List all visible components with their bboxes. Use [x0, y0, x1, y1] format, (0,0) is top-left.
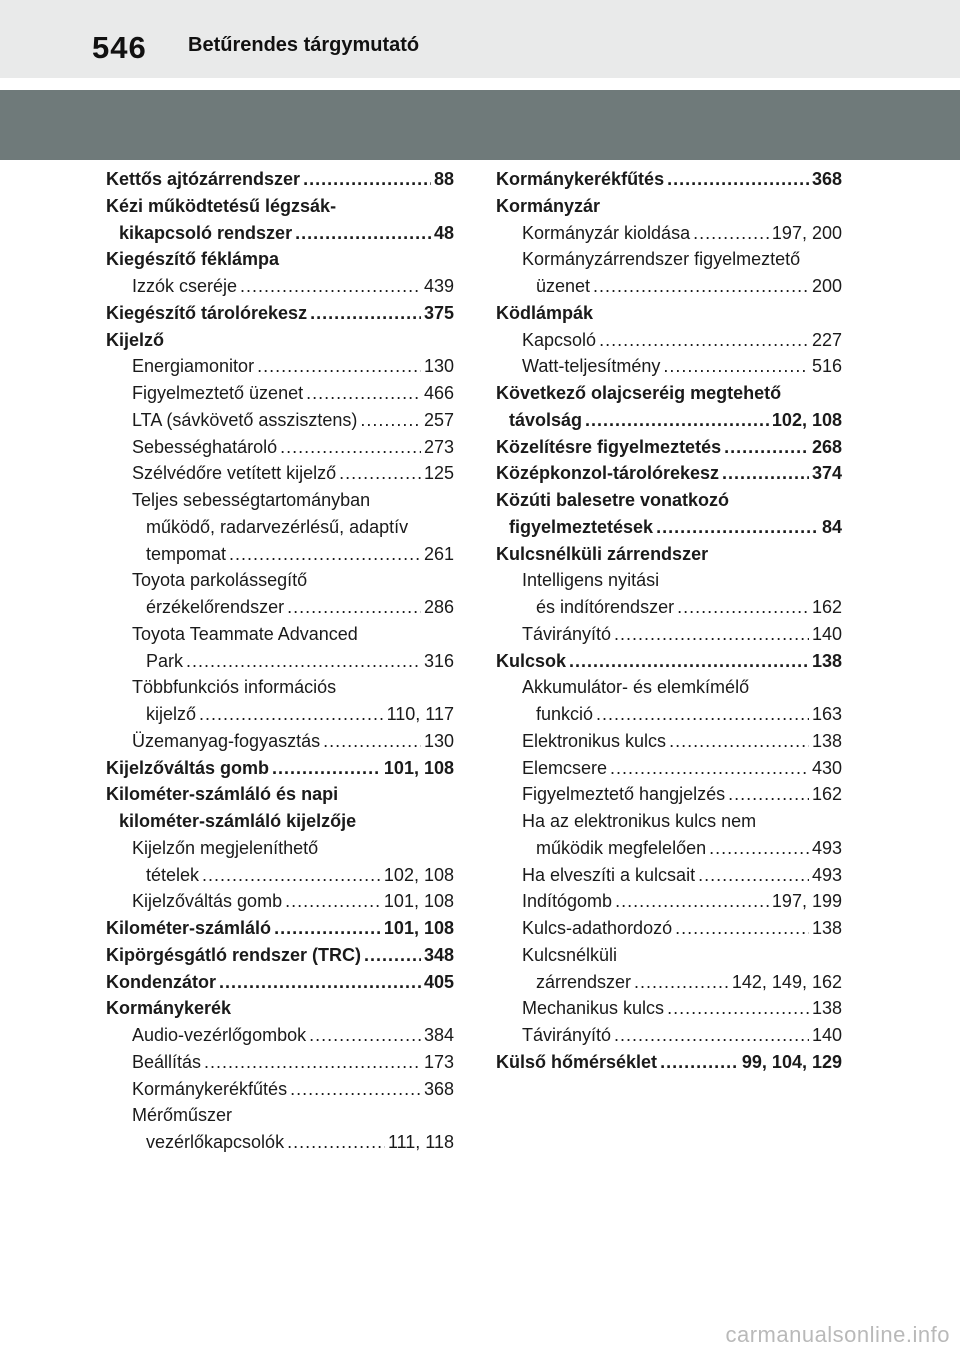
index-entry — [496, 728, 842, 755]
index-entry — [106, 380, 454, 407]
index-entry — [106, 220, 454, 247]
index-entry-term: Kettős ajtózárrendszer — [106, 169, 301, 189]
index-entry-term: figyelmeztetések — [509, 516, 654, 537]
dot-leader — [667, 995, 809, 1022]
index-entry — [496, 674, 842, 701]
index-entry-term: Kormánykerékfűtés — [496, 169, 665, 189]
index-entry-term: Kulcsnélküli — [522, 944, 618, 965]
index-entry-page: 348 — [423, 944, 454, 965]
index-entry-page: 466 — [423, 383, 454, 403]
index-entry-page: 368 — [811, 169, 842, 189]
index-entry-term: Többfunkciós információs — [132, 677, 337, 698]
index-entry — [106, 300, 454, 327]
index-column-right — [496, 166, 842, 1076]
index-entry-term: Ködlámpák — [496, 302, 594, 323]
dot-leader — [569, 648, 809, 675]
index-entry-page: 430 — [811, 757, 842, 778]
index-entry-term: Energiamonitor — [132, 356, 255, 377]
index-entry — [496, 273, 842, 300]
index-entry-term: Kipörgésgátló rendszer (TRC) — [106, 944, 362, 965]
dot-leader — [303, 166, 431, 193]
index-entry-page: 374 — [811, 463, 842, 484]
index-entry-term: Audio-vezérlőgombok — [132, 1025, 307, 1045]
index-entry-page: 200 — [811, 276, 842, 296]
index-entry-page: 138 — [811, 918, 842, 938]
index-entry-page: 197, 199 — [771, 891, 842, 912]
index-entry-page: 125 — [423, 463, 454, 484]
index-entry-page: 173 — [423, 1051, 454, 1072]
dot-leader — [610, 755, 809, 782]
index-entry-page: 140 — [811, 623, 842, 644]
index-entry-page: 163 — [811, 704, 842, 724]
index-entry-page: 138 — [811, 998, 842, 1019]
index-entry — [106, 1022, 454, 1049]
page-number: 546 — [92, 30, 147, 65]
index-entry-term: Kormánykerékfűtés — [132, 1078, 288, 1099]
index-entry-term: Figyelmeztető üzenet — [132, 383, 304, 403]
index-entry-page: 130 — [423, 730, 454, 751]
index-entry-term: Sebességhatároló — [132, 436, 278, 457]
index-entry-term: Elemcsere — [522, 757, 608, 778]
index-entry-term: Kormányzár — [496, 195, 601, 216]
dot-leader — [287, 594, 421, 621]
index-entry-page: 316 — [423, 650, 454, 671]
dot-leader — [663, 353, 809, 380]
index-entry — [106, 648, 454, 675]
index-entry — [106, 674, 454, 701]
index-entry-term: Középkonzol-tárolórekesz — [496, 463, 720, 484]
dot-leader — [675, 915, 809, 942]
index-entry — [496, 701, 842, 728]
index-entry — [106, 353, 454, 380]
index-entry — [106, 915, 454, 942]
index-column-left — [106, 166, 454, 1156]
index-entry-term: Következő olajcseréig megtehető — [496, 383, 782, 403]
index-entry-page: 140 — [811, 1025, 842, 1045]
index-entry — [106, 1102, 454, 1129]
index-entry — [496, 1022, 842, 1049]
index-entry-page: 162 — [811, 784, 842, 805]
index-entry-page: 138 — [811, 650, 842, 671]
index-entry-page: 99, 104, 129 — [741, 1051, 842, 1072]
index-entry-term: működik megfelelően — [536, 837, 707, 858]
index-entry-page: 493 — [811, 837, 842, 858]
index-entry — [106, 273, 454, 300]
index-entry — [496, 353, 842, 380]
index-entry — [496, 300, 842, 327]
index-entry-term: funkció — [536, 704, 594, 724]
page-title: Betűrendes tárgymutató — [188, 34, 420, 56]
index-entry-term: Távirányító — [522, 623, 612, 644]
index-entry-page: 273 — [423, 436, 454, 457]
index-entry-page: 138 — [811, 730, 842, 751]
index-entry-page: 48 — [433, 222, 454, 243]
index-entry — [496, 781, 842, 808]
index-entry-page: 101, 108 — [383, 918, 454, 938]
index-entry — [496, 327, 842, 354]
index-entry — [496, 487, 842, 514]
index-entry — [106, 246, 454, 273]
index-entry — [106, 1049, 454, 1076]
dot-leader — [593, 273, 809, 300]
index-entry-term: kilométer-számláló kijelzője — [119, 811, 357, 831]
index-entry-term: Watt-teljesítmény — [522, 356, 661, 377]
index-entry — [496, 648, 842, 675]
index-entry-page: 101, 108 — [383, 757, 454, 778]
dot-leader — [614, 1022, 809, 1049]
index-entry-term: Kiegészítő tárolórekesz — [106, 302, 308, 323]
index-entry — [106, 995, 454, 1022]
index-entry — [496, 380, 842, 407]
dot-leader — [614, 621, 809, 648]
index-entry — [106, 460, 454, 487]
index-entry — [106, 835, 454, 862]
index-entry — [106, 327, 454, 354]
index-entry-term: Elektronikus kulcs — [522, 730, 667, 751]
index-entry-term: távolság — [509, 409, 583, 430]
index-entry — [496, 915, 842, 942]
index-entry — [496, 1049, 842, 1076]
index-entry-page: 162 — [811, 597, 842, 617]
index-entry-term: és indítórendszer — [536, 597, 675, 617]
index-entry — [496, 621, 842, 648]
index-entry — [496, 246, 842, 273]
index-entry-term: kikapcsoló rendszer — [119, 222, 293, 243]
index-entry-term: Toyota parkolássegítő — [132, 570, 308, 591]
dot-leader — [693, 220, 769, 247]
index-entry-term: Kijelző — [106, 329, 165, 350]
index-entry-page: 384 — [423, 1025, 454, 1045]
index-entry-term: Akkumulátor- és elemkímélő — [522, 677, 750, 698]
dot-leader — [585, 407, 769, 434]
index-entry-term: Mérőműszer — [132, 1105, 233, 1126]
dot-leader — [186, 648, 421, 675]
index-entry-page: 102, 108 — [383, 864, 454, 885]
index-entry — [106, 541, 454, 568]
index-entry — [106, 969, 454, 996]
index-entry — [496, 541, 842, 568]
index-entry — [106, 621, 454, 648]
header-band — [0, 90, 960, 160]
index-entry-term: tempomat — [146, 543, 227, 564]
index-entry-term: Park — [146, 650, 184, 671]
index-entry — [496, 567, 842, 594]
dot-leader — [364, 942, 421, 969]
index-entry-term: Közelítésre figyelmeztetés — [496, 436, 722, 457]
dot-leader — [257, 353, 421, 380]
index-entry-term: Kulcsok — [496, 650, 567, 671]
index-entry — [106, 1129, 454, 1156]
index-entry — [496, 888, 842, 915]
index-entry-page: 101, 108 — [383, 891, 454, 912]
dot-leader — [677, 594, 809, 621]
index-entry-term: Közúti balesetre vonatkozó — [496, 490, 730, 510]
index-entry-page: 142, 149, 162 — [731, 971, 842, 992]
index-entry — [106, 166, 454, 193]
index-entry-page: 197, 200 — [771, 222, 842, 243]
index-entry — [106, 781, 454, 808]
index-entry-page: 439 — [423, 276, 454, 296]
index-entry — [106, 434, 454, 461]
index-entry — [496, 514, 842, 541]
index-entry-term: Kijelzőn megjeleníthető — [132, 837, 319, 858]
dot-leader — [634, 969, 729, 996]
index-entry — [106, 888, 454, 915]
index-entry-term: Kiegészítő féklámpa — [106, 249, 280, 270]
dot-leader — [323, 728, 421, 755]
index-entry-term: Intelligens nyitási — [522, 570, 660, 591]
index-entry — [106, 1076, 454, 1103]
dot-leader — [229, 541, 421, 568]
dot-leader — [274, 915, 381, 942]
index-entry — [106, 193, 454, 220]
dot-leader — [656, 514, 819, 541]
dot-leader — [199, 701, 384, 728]
index-entry-page: 493 — [811, 864, 842, 885]
index-entry-term: Izzók cseréje — [132, 276, 238, 296]
index-entry-term: Figyelmeztető hangjelzés — [522, 784, 726, 805]
index-entry — [496, 835, 842, 862]
index-entry — [106, 567, 454, 594]
index-entry — [106, 755, 454, 782]
index-entry-term: Kondenzátor — [106, 971, 216, 992]
dot-leader — [698, 862, 809, 889]
dot-leader — [295, 220, 431, 247]
index-entry-term: Kormánykerék — [106, 998, 232, 1019]
index-entry-term: Ha az elektronikus kulcs nem — [522, 811, 757, 831]
index-entry — [106, 487, 454, 514]
index-entry — [496, 594, 842, 621]
dot-leader — [272, 755, 381, 782]
index-entry-term: Teljes sebességtartományban — [132, 490, 371, 510]
index-entry — [106, 514, 454, 541]
watermark: carmanualsonline.info — [725, 1322, 950, 1347]
index-entry-page: 88 — [433, 169, 454, 189]
dot-leader — [599, 327, 809, 354]
index-entry-page: 227 — [811, 329, 842, 350]
index-entry-page: 516 — [811, 356, 842, 377]
index-entry — [106, 407, 454, 434]
index-entry-term: Távirányító — [522, 1025, 612, 1045]
dot-leader — [204, 1049, 421, 1076]
dot-leader — [290, 1076, 421, 1103]
index-entry — [106, 808, 454, 835]
index-entry — [496, 220, 842, 247]
dot-leader — [667, 166, 809, 193]
dot-leader — [728, 781, 809, 808]
index-entry — [496, 193, 842, 220]
index-entry — [106, 594, 454, 621]
index-entry-page: 102, 108 — [771, 409, 842, 430]
page-header — [0, 0, 960, 78]
index-entry-term: LTA (sávkövető asszisztens) — [132, 409, 358, 430]
index-entry — [106, 701, 454, 728]
index-entry — [106, 942, 454, 969]
index-entry-term: érzékelőrendszer — [146, 597, 285, 617]
index-entry-term: Kapcsoló — [522, 329, 597, 350]
index-entry-term: Mechanikus kulcs — [522, 998, 665, 1019]
dot-leader — [306, 380, 421, 407]
index-entry-page: 111, 118 — [387, 1132, 454, 1152]
index-entry-page: 84 — [821, 516, 842, 537]
index-entry-term: Kulcsnélküli zárrendszer — [496, 543, 709, 564]
index-entry — [496, 862, 842, 889]
index-entry-term: Kézi működtetésű légzsák- — [106, 195, 337, 216]
index-entry-term: vezérlőkapcsolók — [146, 1132, 285, 1152]
index-entry — [496, 434, 842, 461]
index-entry — [496, 755, 842, 782]
dot-leader — [722, 460, 809, 487]
dot-leader — [339, 460, 421, 487]
index-entry-page: 368 — [423, 1078, 454, 1099]
index-entry-page: 261 — [423, 543, 454, 564]
index-entry-term: Üzemanyag-fogyasztás — [132, 730, 321, 751]
dot-leader — [596, 701, 809, 728]
index-entry-term: Ha elveszíti a kulcsait — [522, 864, 696, 885]
index-entry-term: Külső hőmérséklet — [496, 1051, 658, 1072]
dot-leader — [287, 1129, 385, 1156]
index-entry-term: Kijelzőváltás gomb — [106, 757, 270, 778]
dot-leader — [360, 407, 421, 434]
index-entry-term: Beállítás — [132, 1051, 202, 1072]
dot-leader — [280, 434, 421, 461]
index-entry-term: Kormányzárrendszer figyelmeztető — [522, 249, 801, 270]
dot-leader — [724, 434, 809, 461]
index-entry-term: Kormányzár kioldása — [522, 222, 691, 243]
index-entry-page: 375 — [423, 302, 454, 323]
dot-leader — [285, 888, 381, 915]
index-entry-term: Kilométer-számláló — [106, 918, 272, 938]
index-entry — [496, 808, 842, 835]
index-entry-page: 110, 117 — [386, 704, 454, 724]
dot-leader — [709, 835, 809, 862]
dot-leader — [660, 1049, 739, 1076]
index-entry — [496, 166, 842, 193]
index-entry-page: 268 — [811, 436, 842, 457]
index-entry — [496, 969, 842, 996]
index-entry — [496, 995, 842, 1022]
index-entry — [496, 407, 842, 434]
dot-leader — [309, 1022, 421, 1049]
dot-leader — [310, 300, 421, 327]
index-entry-term: üzenet — [536, 276, 591, 296]
dot-leader — [240, 273, 421, 300]
index-entry-page: 257 — [423, 409, 454, 430]
index-entry-term: működő, radarvezérlésű, adaptív — [146, 516, 409, 537]
index-entry-term: zárrendszer — [536, 971, 632, 992]
index-entry-page: 405 — [423, 971, 454, 992]
index-entry — [496, 460, 842, 487]
dot-leader — [202, 862, 381, 889]
index-entry-term: Kilométer-számláló és napi — [106, 784, 339, 805]
index-entry-term: kijelző — [146, 704, 197, 724]
index-entry — [106, 728, 454, 755]
index-entry-term: Toyota Teammate Advanced — [132, 623, 358, 644]
dot-leader — [615, 888, 769, 915]
index-entry-term: Kijelzőváltás gomb — [132, 891, 283, 912]
index-entry-term: tételek — [146, 864, 200, 885]
index-entry-term: Kulcs-adathordozó — [522, 918, 673, 938]
index-entry — [496, 942, 842, 969]
index-entry-page: 130 — [423, 356, 454, 377]
dot-leader — [669, 728, 809, 755]
index-entry — [106, 862, 454, 889]
index-entry-term: Szélvédőre vetített kijelző — [132, 463, 337, 484]
index-entry-page: 286 — [423, 597, 454, 617]
index-entry-term: Indítógomb — [522, 891, 613, 912]
dot-leader — [219, 969, 421, 996]
